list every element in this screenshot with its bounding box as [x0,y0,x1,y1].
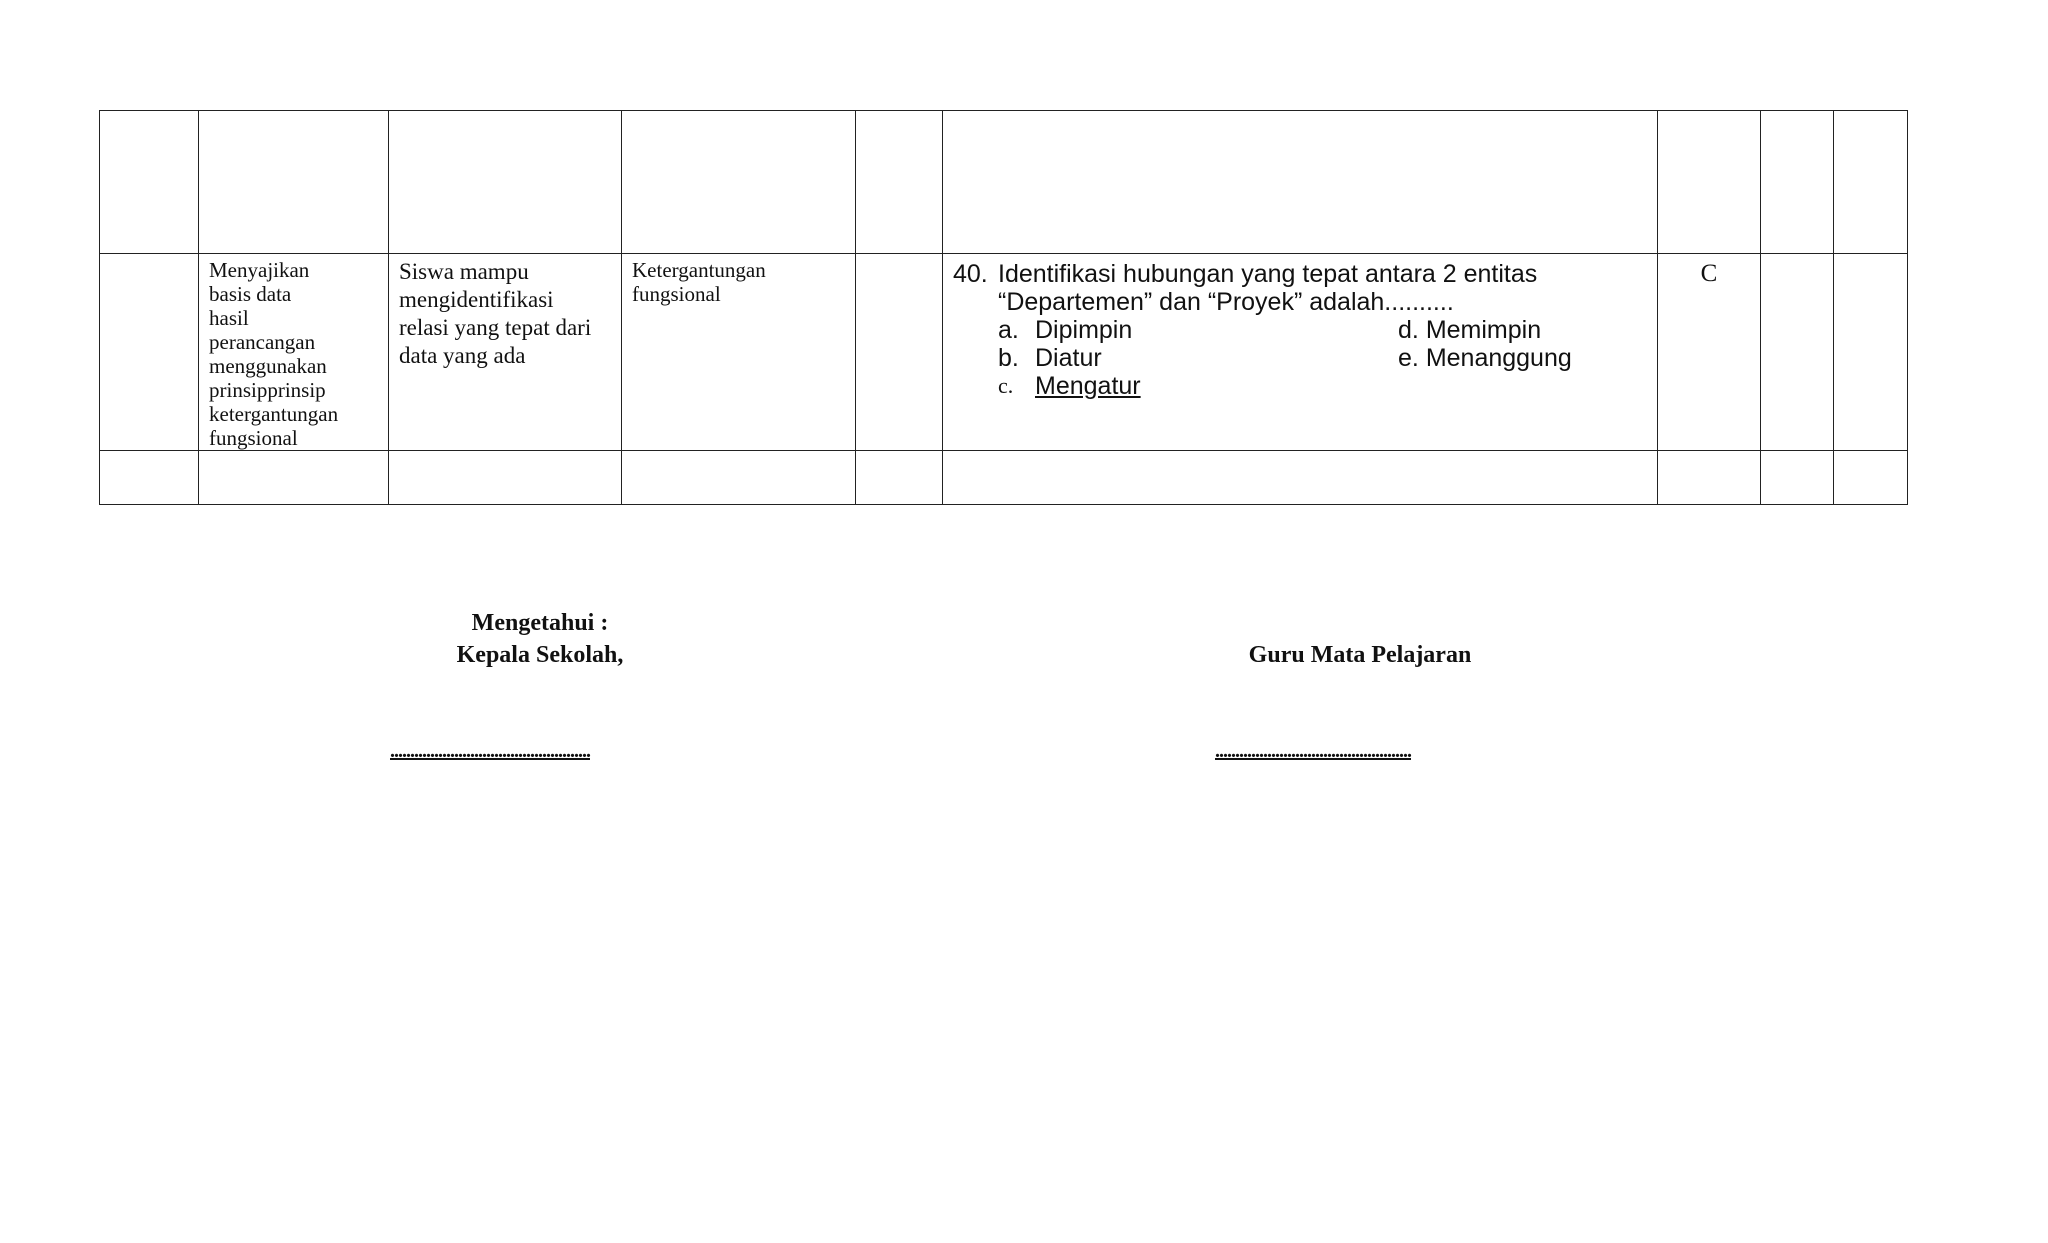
table-cell [199,111,389,254]
indicator-cell [389,254,622,451]
option-text: Memimpin [1425,316,1542,344]
signature-right-line: ................................................. [1215,740,1411,762]
option-a [998,316,1398,344]
table-cell [389,111,622,254]
table-row-empty-top [100,111,1908,254]
option-e [1398,344,1638,372]
option-text: Menanggung [1425,344,1572,372]
signature-right-line1: Guru Mata Pelajaran [1248,642,1472,668]
signature-left-line1: Mengetahui : [471,610,609,636]
competency-line: hasil [209,306,249,330]
question-grid-table [99,110,1908,505]
signature-right-heading [1190,639,1530,671]
option-text-correct: Mengatur [1035,372,1141,400]
option-letter: c. [998,373,1014,398]
table-cell [1658,451,1761,505]
question-text-line-2: “Departemen” dan “Proyek” adalah.......... [998,288,1454,316]
option-letter: d. [1398,316,1419,344]
option-text: Dipimpin [1035,316,1133,344]
table-cell [1761,111,1834,254]
question-number: 40. [953,260,988,288]
competency-line: Menyajikan [209,258,310,282]
table-cell [1761,254,1834,451]
answer-options [998,316,1647,400]
option-letter: e. [1398,344,1419,372]
table-cell [100,111,199,254]
table-cell [1834,254,1908,451]
option-letter: b. [998,344,1019,372]
table-cell [856,111,943,254]
table-cell [100,451,199,505]
table-cell [1658,111,1761,254]
table-cell [1834,111,1908,254]
competency-line: menggunakan [209,354,327,378]
indicator-line: relasi yang tepat dari [399,315,592,340]
table-cell [943,111,1658,254]
material-cell [622,254,856,451]
signature-left-line2: Kepala Sekolah, [456,642,624,668]
table-cell [943,451,1658,505]
answer-key-cell [1658,254,1761,451]
table-cell [1834,451,1908,505]
table-row-empty-bottom [100,451,1908,505]
answer-key: C [1700,260,1718,287]
signature-left-line: .................................................. [390,740,590,762]
competency-line: perancangan [209,330,316,354]
table-cell [389,451,622,505]
option-letter: a. [998,316,1019,344]
table-cell [622,451,856,505]
table-cell [622,111,856,254]
competency-line: fungsional [209,426,298,450]
option-text: Diatur [1035,344,1102,372]
signature-left-heading [390,607,690,671]
option-b [998,344,1398,372]
competency-line: prinsipprinsip [209,378,326,402]
indicator-line: mengidentifikasi [399,287,554,312]
option-c [998,372,1398,400]
table-cell [856,254,943,451]
material-line: Ketergantungan [632,258,766,282]
competency-line: ketergantungan [209,402,339,426]
table-cell [199,451,389,505]
indicator-line: data yang ada [399,343,526,368]
indicator-line: Siswa mampu [399,259,529,284]
table-cell [856,451,943,505]
table-row-question-40 [100,254,1908,451]
option-d [1398,316,1638,344]
table-cell [100,254,199,451]
question-cell [943,254,1658,451]
material-line: fungsional [632,282,721,306]
competency-line: basis data [209,282,292,306]
table-cell [1761,451,1834,505]
competency-cell [199,254,389,451]
question-text-line-1: Identifikasi hubungan yang tepat antara 2 entitas [998,260,1538,288]
